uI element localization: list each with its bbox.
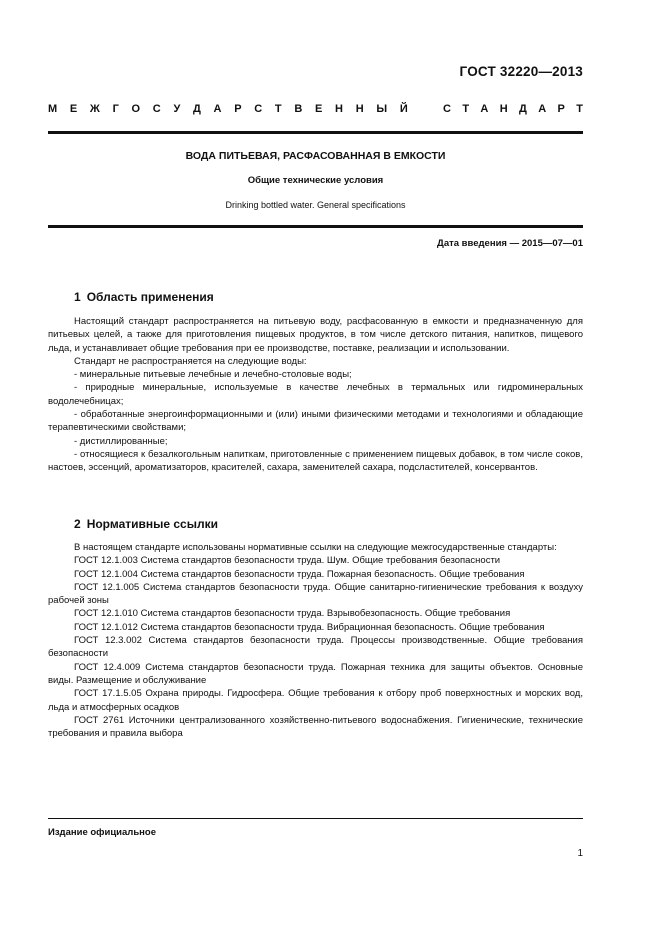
banner-letter: Н	[335, 103, 343, 115]
interstate-standard-banner	[48, 103, 583, 115]
banner-letter: С	[443, 103, 451, 115]
banner-letter: С	[152, 103, 161, 115]
banner-letter: С	[254, 103, 263, 115]
reference-item: ГОСТ 2761 Источники централизованного хозяйственно-питьевого водоснабжения. Гигиенические, технические требования и правила выбора	[48, 714, 583, 740]
top-rule	[48, 131, 583, 134]
banner-letter: О	[131, 103, 141, 115]
reference-item: ГОСТ 12.3.002 Система стандартов безопасности труда. Процессы производственные. Общие требования безопасности	[48, 635, 583, 660]
official-edition-label: Издание официальное	[48, 827, 156, 838]
section-2-heading	[74, 517, 218, 531]
reference-item: ГОСТ 12.1.004 Система стандартов безопасности труда. Пожарная безопасность. Общие требования	[74, 568, 525, 580]
section-1-body	[48, 315, 583, 475]
reference-item: ГОСТ 12.1.010 Система стандартов безопасности труда. Взрывобезопасность. Общие требования	[74, 608, 511, 620]
section-2-title: Нормативные ссылки	[86, 517, 218, 531]
paragraph: В настоящем стандарте использованы нормативные ссылки на следующие межгосударственные стандарты:	[74, 542, 557, 553]
title-bottom-rule	[48, 225, 583, 228]
reference-item: ГОСТ 12.1.012 Система стандартов безопасности труда. Вибрационная безопасность. Общие требования	[74, 621, 545, 633]
list-item: - относящиеся к безалкогольным напиткам, приготовленные с применением пищевых добавок, в том числе соков, настоев, эссенций, ароматизаторов, красителей, сахара, заменителей сахара, подсластителей, консервантов.	[48, 448, 583, 474]
banner-letter: Т	[462, 103, 470, 115]
reference-item: ГОСТ 17.1.5.05 Охрана природы. Гидросфера. Общие требования к отбору проб поверхностных и морских вод, льда и атмосферных осадков	[48, 688, 583, 713]
list-item: - природные минеральные, используемые в качестве лечебных в термальных или гидроминеральных водолечебницах;	[48, 382, 583, 407]
banner-letter: Т	[274, 103, 282, 115]
banner-letter: Й	[399, 103, 408, 115]
page-number: 1	[577, 848, 583, 859]
section-1-title: Область применения	[86, 290, 214, 304]
banner-letter: Ж	[89, 103, 100, 115]
section-1-heading	[74, 290, 214, 304]
banner-letter: Д	[193, 103, 201, 115]
banner-letter: Г	[112, 103, 119, 115]
banner-letter: Е	[69, 103, 78, 115]
banner-letter: Ы	[376, 103, 388, 115]
banner-letter: Н	[499, 103, 508, 115]
banner-letter: У	[173, 103, 181, 115]
banner-letter: В	[294, 103, 303, 115]
list-item: - дистиллированные;	[74, 435, 168, 447]
paragraph: Настоящий стандарт распространяется на питьевую воду, расфасованную в емкости и предназначенную для питьевых целей, а также для приготовления пищевых продуктов, в том числе детского питания, напитков, пищевого льда, и устанавливает общие требования при ее производстве, поставке, реализации и использовании.	[48, 316, 583, 354]
banner-letter: Д	[519, 103, 527, 115]
banner-letter: А	[538, 103, 547, 115]
reference-item: ГОСТ 12.1.003 Система стандартов безопасности труда. Шум. Общие требования безопасности	[74, 555, 501, 567]
list-item: - обработанные энергоинформационными и (или) иными физическими методами и технологиями и обладающие терапевтическими свойствами;	[48, 409, 583, 434]
section-1-number: 1	[74, 290, 81, 304]
document-title: ВОДА ПИТЬЕВАЯ, РАСФАСОВАННАЯ В ЕМКОСТИ	[185, 150, 446, 162]
banner-letter: Н	[355, 103, 364, 115]
banner-letter: А	[213, 103, 222, 115]
reference-item: ГОСТ 12.1.005 Система стандартов безопасности труда. Общие санитарно-гигиенические требования к воздуху рабочей зоны	[48, 581, 583, 607]
section-2-body	[48, 541, 583, 740]
banner-letter: Р	[234, 103, 242, 115]
paragraph: Стандарт не распространяется на следующие воды:	[74, 355, 307, 367]
banner-letter: Р	[557, 103, 565, 115]
english-title: Drinking bottled water. General specifications	[225, 200, 406, 210]
standard-word	[443, 103, 583, 115]
document-subtitle: Общие технические условия	[247, 175, 384, 186]
section-2-number: 2	[74, 517, 81, 531]
banner-letter: А	[480, 103, 489, 115]
reference-item: ГОСТ 12.4.009 Система стандартов безопасности труда. Пожарная техника для защиты объектов. Основные виды. Размещение и обслуживание	[48, 661, 583, 686]
footer-rule	[48, 818, 583, 819]
banner-letter: М	[48, 103, 58, 115]
introduction-date: Дата введения — 2015—07—01	[437, 238, 583, 249]
interstate-word	[48, 103, 408, 115]
banner-letter: Т	[576, 103, 583, 115]
list-item: - минеральные питьевые лечебные и лечебно-столовые воды;	[74, 369, 352, 381]
banner-letter: Е	[315, 103, 323, 115]
document-code: ГОСТ 32220—2013	[459, 64, 583, 79]
